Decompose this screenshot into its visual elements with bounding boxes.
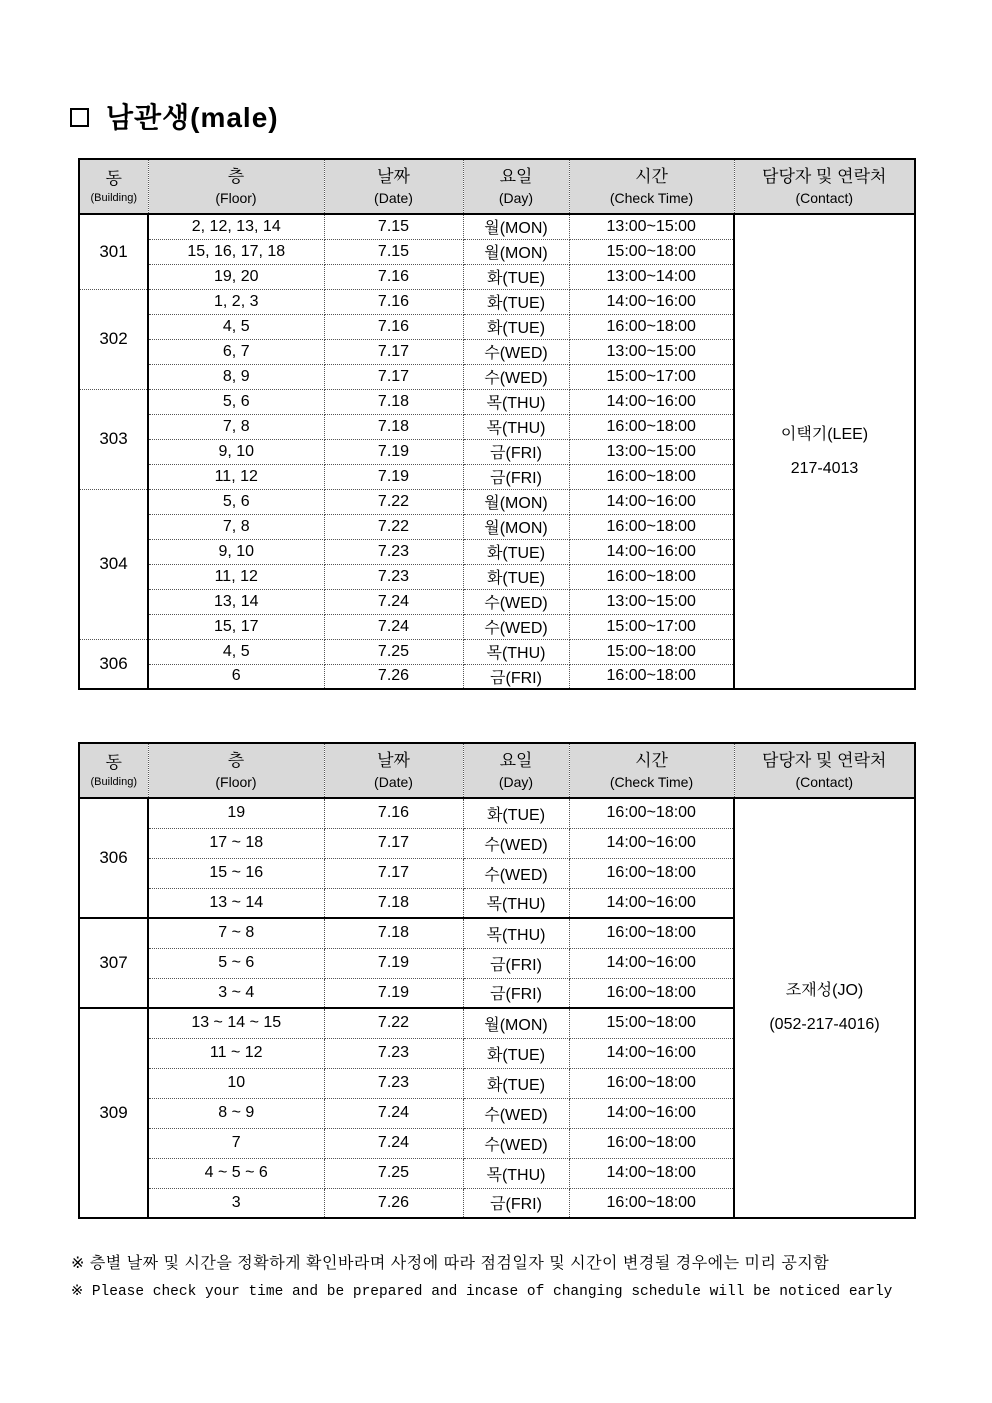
- floor-cell: 7, 8: [148, 514, 324, 539]
- day-cell: 월(MON): [463, 1008, 569, 1038]
- time-cell: 13:00~14:00: [569, 264, 734, 289]
- day-cell: 화(TUE): [463, 564, 569, 589]
- date-cell: 7.17: [324, 339, 463, 364]
- time-cell: 16:00~18:00: [569, 918, 734, 948]
- time-cell: 14:00~16:00: [569, 289, 734, 314]
- date-cell: 7.18: [324, 414, 463, 439]
- day-cell: 목(THU): [463, 389, 569, 414]
- date-cell: 7.23: [324, 564, 463, 589]
- date-cell: 7.23: [324, 1038, 463, 1068]
- header-building: [79, 743, 148, 798]
- date-cell: 7.25: [324, 639, 463, 664]
- header-floor: [148, 159, 324, 214]
- date-cell: 7.15: [324, 214, 463, 239]
- floor-cell: 9, 10: [148, 539, 324, 564]
- header-floor-ko: 층: [227, 750, 245, 770]
- header-floor: [148, 743, 324, 798]
- time-cell: 14:00~16:00: [569, 489, 734, 514]
- floor-cell: 15, 16, 17, 18: [148, 239, 324, 264]
- header-day-ko: 요일: [499, 166, 533, 186]
- floor-cell: 19, 20: [148, 264, 324, 289]
- table-row: [79, 798, 915, 828]
- time-cell: 16:00~18:00: [569, 414, 734, 439]
- header-date-en: (Date): [374, 189, 413, 206]
- day-cell: 목(THU): [463, 888, 569, 918]
- date-cell: 7.18: [324, 918, 463, 948]
- date-cell: 7.17: [324, 858, 463, 888]
- day-cell: 수(WED): [463, 364, 569, 389]
- header-day-en: (Day): [498, 189, 534, 206]
- time-cell: 16:00~18:00: [569, 564, 734, 589]
- date-cell: 7.24: [324, 589, 463, 614]
- header-time-ko: 시간: [635, 750, 668, 770]
- time-cell: 15:00~18:00: [569, 239, 734, 264]
- floor-cell: 5 ~ 6: [148, 948, 324, 978]
- floor-cell: 17 ~ 18: [148, 828, 324, 858]
- header-date-ko: 날짜: [377, 166, 410, 186]
- header-time: [569, 159, 734, 214]
- time-cell: 13:00~15:00: [569, 439, 734, 464]
- header-building-en: (Building): [90, 775, 137, 788]
- day-cell: 월(MON): [463, 239, 569, 264]
- floor-cell: 2, 12, 13, 14: [148, 214, 324, 239]
- date-cell: 7.17: [324, 828, 463, 858]
- day-cell: 화(TUE): [463, 1068, 569, 1098]
- day-cell: 화(TUE): [463, 289, 569, 314]
- time-cell: 14:00~16:00: [569, 1098, 734, 1128]
- header-day-ko: 요일: [499, 750, 533, 770]
- day-cell: 금(FRI): [463, 439, 569, 464]
- building-cell: 306: [79, 798, 148, 918]
- header-building-ko: 동: [105, 752, 122, 772]
- building-cell: 303: [79, 389, 148, 489]
- date-cell: 7.23: [324, 1068, 463, 1098]
- building-cell: 309: [79, 1008, 148, 1218]
- floor-cell: 6: [148, 664, 324, 689]
- date-cell: 7.16: [324, 289, 463, 314]
- day-cell: 화(TUE): [463, 314, 569, 339]
- header-floor-en: (Floor): [215, 773, 257, 790]
- time-cell: 15:00~18:00: [569, 1008, 734, 1038]
- time-cell: 16:00~18:00: [569, 1128, 734, 1158]
- floor-cell: 11, 12: [148, 564, 324, 589]
- floor-cell: 13, 14: [148, 589, 324, 614]
- date-cell: 7.22: [324, 1008, 463, 1038]
- header-floor-ko: 층: [227, 166, 245, 186]
- floor-cell: 13 ~ 14: [148, 888, 324, 918]
- date-cell: 7.24: [324, 1098, 463, 1128]
- floor-cell: 11, 12: [148, 464, 324, 489]
- time-cell: 13:00~15:00: [569, 589, 734, 614]
- floor-cell: 4, 5: [148, 639, 324, 664]
- date-cell: 7.25: [324, 1158, 463, 1188]
- time-cell: 16:00~18:00: [569, 978, 734, 1008]
- time-cell: 15:00~18:00: [569, 639, 734, 664]
- page-title: [70, 96, 279, 136]
- day-cell: 금(FRI): [463, 948, 569, 978]
- day-cell: 수(WED): [463, 589, 569, 614]
- date-cell: 7.16: [324, 264, 463, 289]
- day-cell: 금(FRI): [463, 664, 569, 689]
- day-cell: 월(MON): [463, 489, 569, 514]
- date-cell: 7.24: [324, 614, 463, 639]
- page-title-text: 남관생(male): [106, 102, 279, 133]
- header-contact-en: (Contact): [795, 773, 854, 790]
- date-cell: 7.24: [324, 1128, 463, 1158]
- date-cell: 7.15: [324, 239, 463, 264]
- floor-cell: 9, 10: [148, 439, 324, 464]
- day-cell: 목(THU): [463, 1158, 569, 1188]
- floor-cell: 6, 7: [148, 339, 324, 364]
- date-cell: 7.17: [324, 364, 463, 389]
- floor-cell: 7: [148, 1128, 324, 1158]
- header-floor-en: (Floor): [215, 189, 257, 206]
- header-contact-ko: 담당자 및 연락처: [762, 750, 887, 770]
- header-day: [463, 159, 569, 214]
- date-cell: 7.19: [324, 948, 463, 978]
- floor-cell: 19: [148, 798, 324, 828]
- date-cell: 7.22: [324, 514, 463, 539]
- header-building-ko: 동: [105, 168, 122, 188]
- header-time-en: (Check Time): [609, 773, 694, 790]
- floor-cell: 3: [148, 1188, 324, 1218]
- date-cell: 7.22: [324, 489, 463, 514]
- day-cell: 금(FRI): [463, 1188, 569, 1218]
- time-cell: 14:00~16:00: [569, 539, 734, 564]
- floor-cell: 3 ~ 4: [148, 978, 324, 1008]
- time-cell: 16:00~18:00: [569, 1188, 734, 1218]
- building-cell: 301: [79, 214, 148, 289]
- day-cell: 수(WED): [463, 1128, 569, 1158]
- building-cell: 304: [79, 489, 148, 639]
- time-cell: 13:00~15:00: [569, 214, 734, 239]
- day-cell: 화(TUE): [463, 798, 569, 828]
- contact-name: 이택기(LEE): [780, 425, 869, 443]
- header-date: [324, 743, 463, 798]
- table-1-header: [79, 159, 915, 214]
- time-cell: 16:00~18:00: [569, 798, 734, 828]
- date-cell: 7.19: [324, 439, 463, 464]
- floor-cell: 13 ~ 14 ~ 15: [148, 1008, 324, 1038]
- day-cell: 금(FRI): [463, 978, 569, 1008]
- time-cell: 16:00~18:00: [569, 514, 734, 539]
- contact-phone: 217-4013: [790, 459, 859, 477]
- day-cell: 월(MON): [463, 514, 569, 539]
- date-cell: 7.16: [324, 314, 463, 339]
- day-cell: 목(THU): [463, 414, 569, 439]
- time-cell: 13:00~15:00: [569, 339, 734, 364]
- floor-cell: 4 ~ 5 ~ 6: [148, 1158, 324, 1188]
- day-cell: 화(TUE): [463, 539, 569, 564]
- header-building-en: (Building): [90, 191, 137, 204]
- table-row: [79, 214, 915, 239]
- floor-cell: 15, 17: [148, 614, 324, 639]
- date-cell: 7.26: [324, 1188, 463, 1218]
- date-cell: 7.16: [324, 798, 463, 828]
- day-cell: 화(TUE): [463, 264, 569, 289]
- day-cell: 수(WED): [463, 1098, 569, 1128]
- floor-cell: 11 ~ 12: [148, 1038, 324, 1068]
- header-contact: [734, 159, 915, 214]
- date-cell: 7.23: [324, 539, 463, 564]
- contact-phone: (052-217-4016): [769, 1016, 880, 1033]
- floor-cell: 4, 5: [148, 314, 324, 339]
- date-cell: 7.18: [324, 389, 463, 414]
- header-day-en: (Day): [498, 773, 534, 790]
- day-cell: 수(WED): [463, 614, 569, 639]
- time-cell: 15:00~17:00: [569, 614, 734, 639]
- header-date-ko: 날짜: [377, 750, 410, 770]
- time-cell: 16:00~18:00: [569, 314, 734, 339]
- checkbox-icon: [70, 108, 89, 127]
- floor-cell: 7 ~ 8: [148, 918, 324, 948]
- header-time-ko: 시간: [635, 166, 668, 186]
- floor-cell: 7, 8: [148, 414, 324, 439]
- floor-cell: 10: [148, 1068, 324, 1098]
- time-cell: 14:00~16:00: [569, 888, 734, 918]
- table-2-body: [79, 798, 915, 1218]
- header-date-en: (Date): [374, 773, 413, 790]
- building-cell: 302: [79, 289, 148, 389]
- building-cell: 306: [79, 639, 148, 689]
- footnote-korean: ※ 층별 날짜 및 시간을 정확하게 확인바라며 사정에 따라 점검일자 및 시간이 변경될 경우에는 미리 공지함: [71, 1255, 830, 1272]
- header-contact-ko: 담당자 및 연락처: [762, 166, 887, 186]
- floor-cell: 5, 6: [148, 389, 324, 414]
- header-contact: [734, 743, 915, 798]
- time-cell: 16:00~18:00: [569, 858, 734, 888]
- table-2-header: [79, 743, 915, 798]
- time-cell: 14:00~16:00: [569, 948, 734, 978]
- date-cell: 7.26: [324, 664, 463, 689]
- table-1-body: [79, 214, 915, 689]
- floor-cell: 8, 9: [148, 364, 324, 389]
- schedule-table-2: [78, 742, 916, 1219]
- day-cell: 화(TUE): [463, 1038, 569, 1068]
- floor-cell: 8 ~ 9: [148, 1098, 324, 1128]
- header-contact-en: (Contact): [795, 189, 854, 206]
- contact-name: 조재성(JO): [785, 982, 864, 1000]
- header-day: [463, 743, 569, 798]
- footnote-english: ※ Please check your time and be prepared and incase of changing schedule will be noticed early: [71, 1284, 893, 1300]
- day-cell: 수(WED): [463, 828, 569, 858]
- schedule-table-1-grid: [78, 158, 916, 690]
- time-cell: 14:00~16:00: [569, 1038, 734, 1068]
- time-cell: 16:00~18:00: [569, 664, 734, 689]
- day-cell: 수(WED): [463, 858, 569, 888]
- date-cell: 7.19: [324, 978, 463, 1008]
- header-time-en: (Check Time): [609, 189, 694, 206]
- contact-cell: [734, 798, 915, 1218]
- floor-cell: 1, 2, 3: [148, 289, 324, 314]
- day-cell: 목(THU): [463, 639, 569, 664]
- day-cell: 월(MON): [463, 214, 569, 239]
- date-cell: 7.19: [324, 464, 463, 489]
- day-cell: 목(THU): [463, 918, 569, 948]
- date-cell: 7.18: [324, 888, 463, 918]
- schedule-table-2-grid: [78, 742, 916, 1219]
- floor-cell: 5, 6: [148, 489, 324, 514]
- schedule-table-1: [78, 158, 916, 690]
- header-time: [569, 743, 734, 798]
- time-cell: 14:00~16:00: [569, 828, 734, 858]
- building-cell: 307: [79, 918, 148, 1008]
- day-cell: 금(FRI): [463, 464, 569, 489]
- time-cell: 14:00~16:00: [569, 389, 734, 414]
- day-cell: 수(WED): [463, 339, 569, 364]
- floor-cell: 15 ~ 16: [148, 858, 324, 888]
- time-cell: 14:00~18:00: [569, 1158, 734, 1188]
- time-cell: 15:00~17:00: [569, 364, 734, 389]
- header-building: [79, 159, 148, 214]
- time-cell: 16:00~18:00: [569, 464, 734, 489]
- header-date: [324, 159, 463, 214]
- time-cell: 16:00~18:00: [569, 1068, 734, 1098]
- contact-cell: [734, 214, 915, 689]
